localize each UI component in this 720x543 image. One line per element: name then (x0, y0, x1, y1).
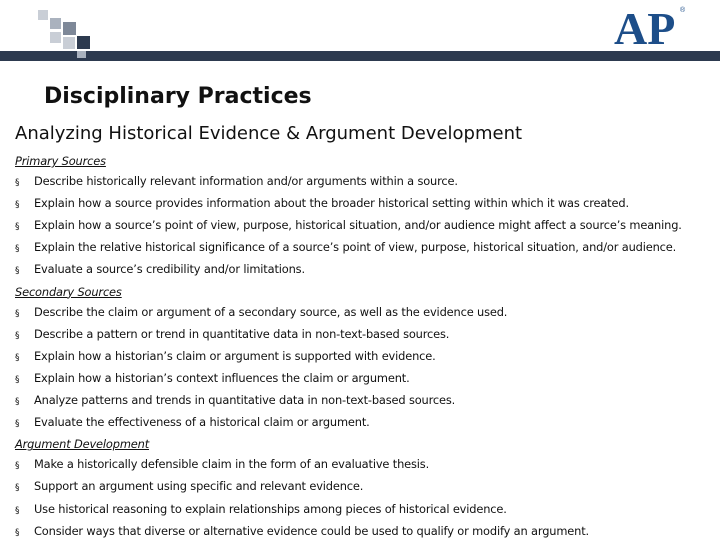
bullet-icon: § (15, 244, 20, 255)
list-item-text: Make a historically defensible claim in the form of an evaluative thesis. (34, 457, 430, 472)
list-item-text: Support an argument using specific and relevant evidence. (34, 479, 364, 494)
bullet-icon: § (15, 527, 20, 538)
bullet-icon: § (15, 505, 20, 516)
bullet-icon: § (15, 266, 20, 277)
list-item-text: Evaluate the effectiveness of a historical claim or argument. (34, 415, 370, 430)
ap-logo-text: AP (614, 3, 676, 46)
page-title: Disciplinary Practices (44, 84, 312, 109)
list-item-text: Describe the claim or argument of a secondary source, as well as the evidence used. (34, 304, 508, 319)
bullet-icon: § (15, 352, 20, 363)
list-item-text: Explain how a source provides information about the broader historical setting within which it was created. (34, 196, 629, 211)
list-item (15, 215, 715, 237)
list-item (15, 259, 715, 281)
bullet-icon: § (15, 419, 20, 430)
list-item (15, 193, 715, 215)
list-item-text: Explain the relative historical significance of a source’s point of view, purpose, historical situation, and/or audience. (34, 240, 677, 255)
list-item (15, 499, 715, 521)
section-heading: Argument Development (15, 437, 150, 452)
list-item (15, 390, 715, 412)
section-heading: Secondary Sources (15, 284, 122, 299)
list-item-text: Evaluate a source’s credibility and/or limitations. (34, 262, 305, 277)
bullet-icon: § (15, 461, 20, 472)
list-item (15, 521, 715, 543)
list-item-text: Describe historically relevant information and/or arguments within a source. (34, 174, 458, 189)
bullet-icon: § (15, 222, 20, 233)
list-item-text: Describe a pattern or trend in quantitative data in non-text-based sources. (34, 326, 450, 341)
list-item-text: Explain how a historian’s context influences the claim or argument. (34, 370, 410, 385)
bullet-icon: § (15, 483, 20, 494)
bullet-icon: § (15, 200, 20, 211)
list-item-text: Use historical reasoning to explain relationships among pieces of historical evidence. (34, 501, 507, 516)
bullet-icon: § (15, 330, 20, 341)
list-item-text: Explain how a historian’s claim or argument is supported with evidence. (34, 348, 436, 363)
registered-mark: ® (680, 7, 686, 14)
list-item (15, 324, 715, 346)
bullet-icon: § (15, 308, 20, 319)
page-subtitle: Analyzing Historical Evidence & Argument Development (15, 123, 523, 144)
list-item (15, 171, 715, 193)
list-item-text: Analyze patterns and trends in quantitative data in non-text-based sources. (34, 393, 456, 408)
header-rule (0, 51, 720, 61)
ap-logo-icon (612, 2, 690, 46)
section-heading: Primary Sources (15, 154, 106, 168)
bullet-icon: § (15, 374, 20, 385)
list-item-text: Explain how a source’s point of view, purpose, historical situation, and/or audience might affect a source’s meaning. (34, 218, 682, 233)
decorative-squares-icon (36, 8, 96, 58)
list-item (15, 368, 715, 390)
list-item (15, 346, 715, 368)
bullet-icon: § (15, 397, 20, 408)
list-item (15, 237, 715, 259)
list-item (15, 476, 715, 498)
list-item (15, 412, 715, 434)
list-item (15, 302, 715, 324)
list-item-text: Consider ways that diverse or alternative evidence could be used to qualify or modify an argument. (34, 523, 590, 538)
list-item (15, 454, 715, 476)
bullet-icon: § (15, 178, 20, 189)
practices-list (15, 151, 715, 543)
